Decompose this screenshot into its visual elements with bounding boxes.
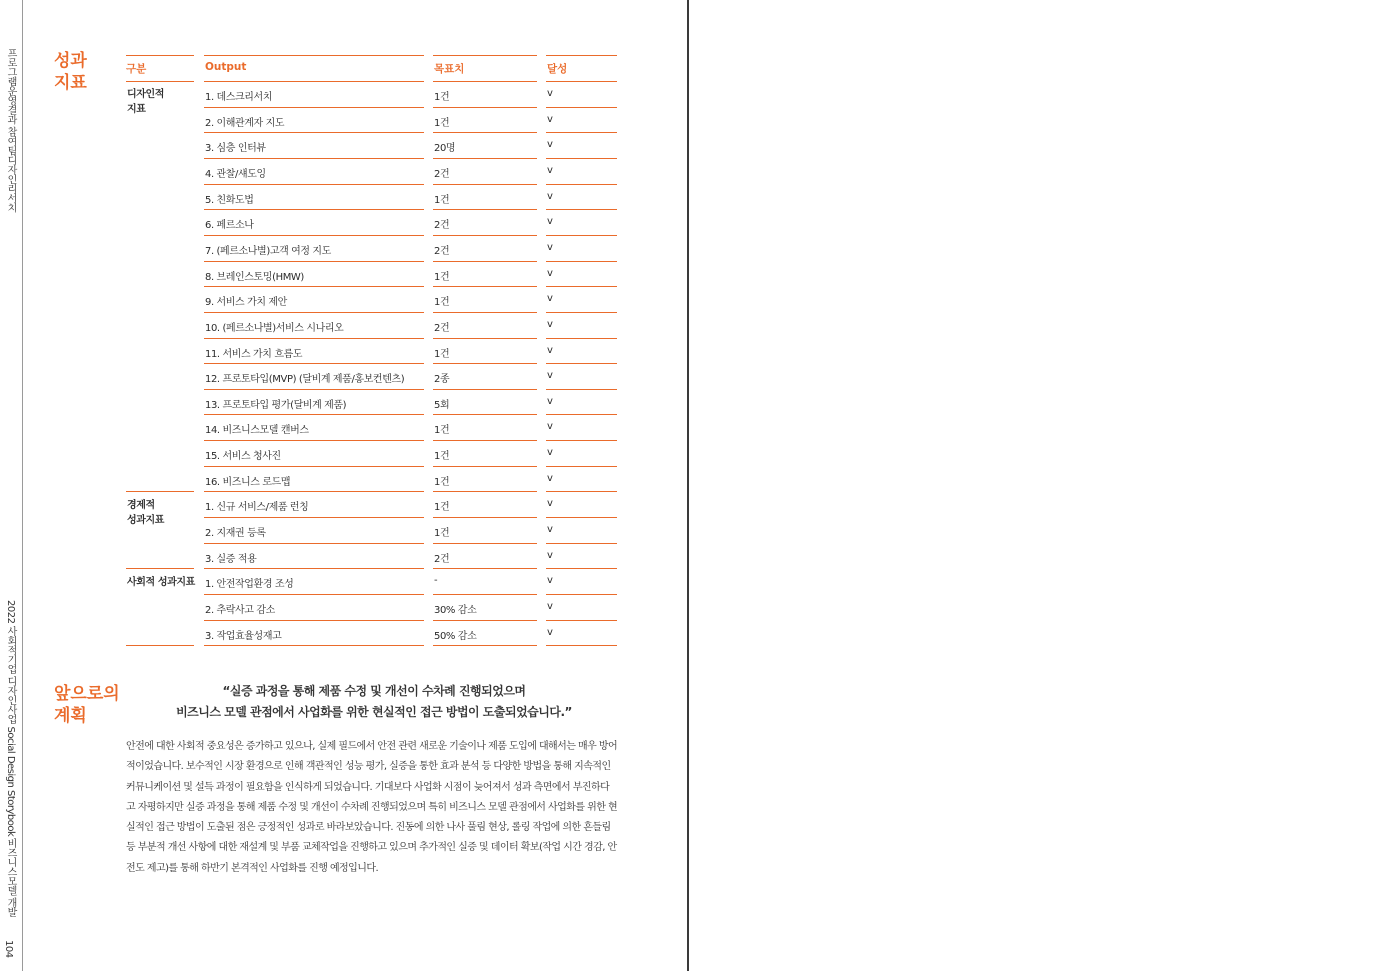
row-output: 11. 서비스 가치 흐름도	[205, 349, 303, 360]
side-chapter-label: 비즈니스모델 개발	[5, 838, 16, 917]
row-rule	[433, 645, 537, 646]
row-output: 3. 실증 적용	[205, 554, 257, 565]
pull-quote: “실증 과정을 통해 제품 수정 및 개선이 수차례 진행되었으며 비즈니스 모델 관점에서 사업화를 위한 현실적인 접근 방법이 도출되었습니다.”	[176, 684, 572, 719]
table-header-rule	[433, 81, 537, 82]
side-section-label: 프로그램운영결과 참여팀디자인리서치	[5, 48, 16, 213]
row-achieved: v	[547, 114, 553, 125]
left-margin-rule	[22, 0, 23, 971]
row-output: 9. 서비스 가치 제안	[205, 297, 287, 308]
row-rule	[204, 389, 424, 390]
table-top-rule	[546, 55, 617, 56]
page-number: 104	[3, 940, 14, 958]
row-target: 1건	[434, 195, 450, 206]
row-output: 4. 관찰/섀도잉	[205, 169, 266, 180]
row-target: 30% 감소	[434, 605, 477, 616]
row-achieved: v	[547, 242, 553, 253]
row-rule	[204, 312, 424, 313]
row-achieved: v	[547, 216, 553, 227]
category-divider-rule	[126, 568, 194, 569]
category-social: 사회적 성과지표	[127, 577, 195, 588]
row-rule	[546, 414, 617, 415]
row-rule	[204, 286, 424, 287]
row-output: 16. 비즈니스 로드맵	[205, 477, 291, 488]
row-rule	[433, 261, 537, 262]
table-header-rule	[204, 81, 424, 82]
row-output: 5. 친화도법	[205, 195, 254, 206]
row-rule	[433, 389, 537, 390]
row-target: 1건	[434, 528, 450, 539]
row-rule	[204, 261, 424, 262]
row-achieved: v	[547, 293, 553, 304]
row-achieved: v	[547, 627, 553, 638]
row-rule	[546, 517, 617, 518]
row-rule	[433, 491, 537, 492]
row-achieved: v	[547, 447, 553, 458]
category-divider-rule	[126, 491, 194, 492]
row-rule	[433, 594, 537, 595]
row-output: 3. 작업효율성재고	[205, 631, 282, 642]
row-output: 14. 비즈니스모델 캔버스	[205, 425, 309, 436]
header-achieved: 달성	[547, 63, 568, 75]
row-target: 1건	[434, 451, 450, 462]
row-rule	[546, 466, 617, 467]
row-rule	[433, 568, 537, 569]
row-rule	[433, 209, 537, 210]
row-rule	[546, 338, 617, 339]
row-target: -	[434, 575, 438, 586]
row-achieved: v	[547, 139, 553, 150]
table-top-rule	[433, 55, 537, 56]
row-rule	[433, 414, 537, 415]
row-output: 6. 페르소나	[205, 220, 254, 231]
row-achieved: v	[547, 575, 553, 586]
header-target: 목표치	[434, 63, 465, 75]
row-rule	[204, 209, 424, 210]
row-rule	[546, 158, 617, 159]
table-header-rule	[126, 81, 194, 82]
row-rule	[546, 261, 617, 262]
row-rule	[204, 363, 424, 364]
row-rule	[204, 568, 424, 569]
row-target: 1건	[434, 477, 450, 488]
row-achieved: v	[547, 319, 553, 330]
row-achieved: v	[547, 473, 553, 484]
row-output: 2. 추락사고 감소	[205, 605, 275, 616]
row-target: 20명	[434, 143, 456, 154]
row-rule	[433, 158, 537, 159]
row-rule	[204, 414, 424, 415]
category-design: 디자인적 지표	[127, 89, 165, 115]
row-rule	[546, 491, 617, 492]
row-rule	[204, 158, 424, 159]
row-target: 1건	[434, 349, 450, 360]
category-divider-rule	[126, 645, 194, 646]
row-rule	[204, 235, 424, 236]
row-target: 2종	[434, 374, 450, 385]
row-target: 2건	[434, 169, 450, 180]
row-rule	[204, 466, 424, 467]
row-rule	[546, 568, 617, 569]
table-top-rule	[126, 55, 194, 56]
row-achieved: v	[547, 345, 553, 356]
row-target: 1건	[434, 425, 450, 436]
row-rule	[546, 107, 617, 108]
side-running-head	[3, 0, 19, 971]
row-rule	[546, 440, 617, 441]
row-achieved: v	[547, 550, 553, 561]
row-rule	[433, 620, 537, 621]
row-rule	[204, 184, 424, 185]
row-rule	[433, 235, 537, 236]
side-book-title: 2022 사회적기업 디자인사업 Social Design Storybook	[5, 600, 16, 837]
row-rule	[433, 440, 537, 441]
table-header-rule	[546, 81, 617, 82]
table-top-rule	[204, 55, 424, 56]
row-rule	[204, 517, 424, 518]
row-rule	[204, 645, 424, 646]
row-rule	[204, 543, 424, 544]
row-rule	[546, 645, 617, 646]
row-rule	[433, 312, 537, 313]
row-achieved: v	[547, 421, 553, 432]
row-achieved: v	[547, 191, 553, 202]
row-output: 13. 프로토타입 평가(달비계 제품)	[205, 400, 347, 411]
row-output: 12. 프로토타입(MVP) (달비계 제품/홍보컨텐츠)	[205, 374, 405, 385]
page-spine	[687, 0, 689, 971]
row-target: 2건	[434, 554, 450, 565]
row-achieved: v	[547, 498, 553, 509]
row-output: 2. 지재권 등록	[205, 528, 266, 539]
row-output: 1. 데스크리서치	[205, 92, 273, 103]
row-output: 3. 심층 인터뷰	[205, 143, 266, 154]
row-output: 1. 신규 서비스/제품 런칭	[205, 502, 309, 513]
row-rule	[204, 620, 424, 621]
row-achieved: v	[547, 88, 553, 99]
row-rule	[546, 594, 617, 595]
row-rule	[433, 517, 537, 518]
row-rule	[546, 209, 617, 210]
row-rule	[433, 466, 537, 467]
row-achieved: v	[547, 601, 553, 612]
row-output: 1. 안전작업환경 조성	[205, 579, 294, 590]
row-target: 1건	[434, 272, 450, 283]
row-rule	[546, 235, 617, 236]
row-rule	[546, 132, 617, 133]
row-target: 1건	[434, 92, 450, 103]
row-achieved: v	[547, 524, 553, 535]
row-target: 2건	[434, 323, 450, 334]
row-rule	[204, 107, 424, 108]
row-rule	[433, 363, 537, 364]
row-rule	[433, 184, 537, 185]
row-rule	[204, 491, 424, 492]
row-rule	[204, 132, 424, 133]
row-rule	[204, 440, 424, 441]
future-section-title: 앞으로의 계획	[54, 684, 120, 726]
row-target: 1건	[434, 502, 450, 513]
header-category: 구분	[126, 63, 147, 75]
row-achieved: v	[547, 165, 553, 176]
performance-section-title: 성과 지표	[54, 51, 87, 93]
row-target: 50% 감소	[434, 631, 477, 642]
row-rule	[546, 363, 617, 364]
row-rule	[433, 543, 537, 544]
row-rule	[204, 338, 424, 339]
row-target: 2건	[434, 220, 450, 231]
row-target: 1건	[434, 297, 450, 308]
row-output: 8. 브레인스토밍(HMW)	[205, 272, 304, 283]
row-rule	[546, 184, 617, 185]
row-target: 2건	[434, 246, 450, 257]
row-rule	[433, 132, 537, 133]
row-rule	[546, 312, 617, 313]
row-output: 7. (페르소나별)고객 여정 지도	[205, 246, 331, 257]
row-output: 15. 서비스 청사진	[205, 451, 281, 462]
row-rule	[433, 286, 537, 287]
row-achieved: v	[547, 370, 553, 381]
row-achieved: v	[547, 396, 553, 407]
header-output: Output	[205, 61, 247, 73]
row-output: 2. 이해관계자 지도	[205, 118, 285, 129]
category-economic: 경제적 성과지표	[127, 500, 165, 526]
row-achieved: v	[547, 268, 553, 279]
body-paragraph: 안전에 대한 사회적 중요성은 증가하고 있으나, 실제 필드에서 안전 관련 새로운 기술이나 제품 도입에 대해서는 매우 방어 적이었습니다. 보수적인 시장 환경으로 인해 객관적인 성능 평가, 실증을 통한 효과 분석 등 다양한 방법을 통해 지속적인 커뮤니케이션 및 설득 과정이 필요함을 인식하게 되었습니다. 기대보다 사업화 시점이 늦어져서 성과 측면에서 부진하다 고 자평하지만 실증 과정을 통해 제품 수정 및 개선이 수차례 진행되었으며 특히 비즈니스 모델 관점에서 사업화를 위한 현 실적인 접근 방법이 도출된 점은 긍정적인 성과로 바라보았습니다. 진동에 의한 나사 풀림 현상, 롤링 작업에 의한 흔들림 등 부분적 개선 사항에 대한 재설계 및 부품 교체작업을 진행하고 있으며 추가적인 실증 및 데이터 확보(작업 시간 경감, 안 전도 제고)를 통해 하반기 본격적인 사업화를 진행 예정입니다.	[126, 741, 618, 874]
row-rule	[204, 594, 424, 595]
row-target: 1건	[434, 118, 450, 129]
row-rule	[546, 389, 617, 390]
row-rule	[546, 286, 617, 287]
row-rule	[433, 107, 537, 108]
row-rule	[433, 338, 537, 339]
row-output: 10. (페르소나별)서비스 시나리오	[205, 323, 344, 334]
row-rule	[546, 543, 617, 544]
row-target: 5회	[434, 400, 450, 411]
row-rule	[546, 620, 617, 621]
